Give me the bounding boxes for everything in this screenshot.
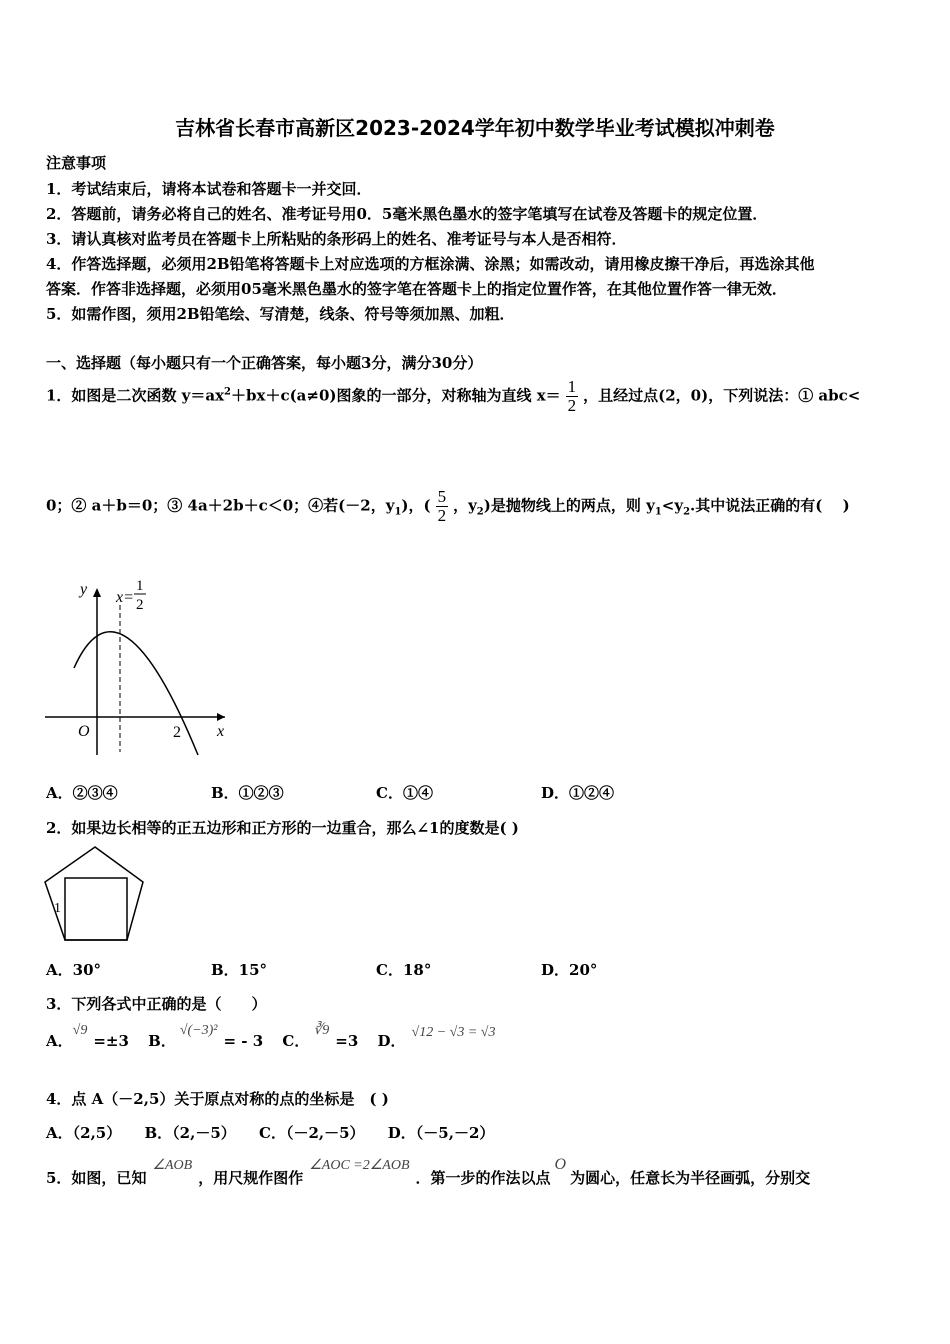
question-1-line-1: 1．如图是二次函数 $y=ax^2+bx+c(a\ne 0)$图象的一部分，对称轴为直线 x＝ $\frac{1}{2}$ ，且经过点(2，0)，下列说法：① abc< xyxy=(46,377,861,415)
question-1-line-2: 0；② a＋b＝0；③ 4a＋2b＋c＜0；④若(－2，$y_1$)，( $\frac{5}{2}$ ，$y_2$)是抛物线上的两点，则 $y_1<y_2$.其中说法正确的有( ) xyxy=(46,487,850,525)
pentagon-shape xyxy=(45,847,143,940)
option-d-expr: √12 − √3 = √3 xyxy=(411,1025,496,1040)
y-axis-arrow xyxy=(93,588,101,597)
angle-aob-expr: ∠AOB xyxy=(152,1158,193,1173)
option-c: C．18° xyxy=(376,961,432,979)
parabola-graph xyxy=(40,570,240,760)
notice-heading: 注意事项 xyxy=(46,154,107,172)
option-c: C．①④ xyxy=(376,784,433,802)
y-axis-label: y xyxy=(80,581,88,598)
symmetry-frac-num: 1 xyxy=(136,578,144,594)
option-b-expr: √(−3)² xyxy=(179,1023,218,1038)
angle-aoc-expr: ∠AOC =2∠AOB xyxy=(309,1158,410,1173)
option-d: D．20° xyxy=(541,961,598,979)
fraction-five-halves: $\frac{5}{2}$ xyxy=(437,487,447,525)
notice-item: 2．答题前，请务必将自己的姓名、准考证号用0．5毫米黑色墨水的签字笔填写在试卷及答题卡的规定位置． xyxy=(46,205,768,223)
fraction-one-half: $\frac{1}{2}$ xyxy=(567,377,577,415)
question-5: 5．如图，已知∠AOB，用尺规作图作∠AOC =2∠AOB．第一步的作法以点O为圆心，任意长为半径画弧，分别交 xyxy=(46,1156,811,1187)
notice-item: 1．考试结束后，请将本试卷和答题卡一并交回． xyxy=(46,180,372,198)
option-a-label: A． xyxy=(46,1032,73,1050)
section-heading: 一、选择题（每小题只有一个正确答案，每小题3分，满分30分） xyxy=(46,354,483,372)
x-axis-arrow xyxy=(217,713,225,721)
symmetry-frac-den: 2 xyxy=(136,597,144,613)
option-a: A．（2,5） xyxy=(46,1124,122,1142)
option-d-label: D． xyxy=(377,1032,406,1050)
question-3-options: A．√9=±3 B．√(−3)²= - 3 C．∛9=3 D． √12 − √3 = √3 xyxy=(46,1023,496,1050)
option-c: C．（－2,－5） xyxy=(259,1124,365,1142)
page-title: 吉林省长春市高新区2023-2024学年初中数学毕业考试模拟冲刺卷 xyxy=(175,116,775,140)
notice-item: 3．请认真核对监考员在答题卡上所粘贴的条形码上的姓名、准考证号与本人是否相符． xyxy=(46,230,627,248)
option-b-label: B． xyxy=(148,1032,176,1050)
question-2: 2．如果边长相等的正五边形和正方形的一边重合，那么∠1的度数是( ) xyxy=(46,819,519,837)
option-d: D．（－5,－2） xyxy=(387,1124,495,1142)
origin-label: O xyxy=(78,723,90,740)
notice-item: 答案．作答非选择题，必须用05毫米黑色墨水的签字笔在答题卡上的指定位置作答，在其他位置作答一律无效． xyxy=(46,280,787,298)
symmetry-axis-label: x= xyxy=(116,589,134,606)
x-axis-label: x xyxy=(217,723,225,740)
question-3: 3．下列各式中正确的是（ ） xyxy=(46,995,267,1013)
option-b: B．15° xyxy=(211,961,268,979)
notice-item: 5．如需作图，须用2B铅笔绘、写清楚，线条、符号等须加黑、加粗． xyxy=(46,305,515,323)
square-shape xyxy=(65,878,127,940)
option-a: A．②③④ xyxy=(46,784,118,802)
root-label: 2 xyxy=(173,724,181,741)
point-o-expr: O xyxy=(554,1156,567,1173)
option-d: D．①②④ xyxy=(541,784,615,802)
option-b: B．①②③ xyxy=(211,784,284,802)
option-c-expr: ∛9 xyxy=(313,1023,330,1038)
option-a: A．30° xyxy=(46,961,102,979)
pentagon-square-figure xyxy=(40,842,155,947)
angle-1-label: 1 xyxy=(54,901,61,916)
option-a-expr: √9 xyxy=(72,1023,88,1038)
notice-item: 4．作答选择题，必须用2B铅笔将答题卡上对应选项的方框涂满、涂黑；如需改动，请用橡皮擦干净后，再选涂其他 xyxy=(46,255,815,273)
option-b: B．（2,－5） xyxy=(144,1124,236,1142)
option-c-label: C． xyxy=(282,1032,310,1050)
question-4-options xyxy=(46,1122,494,1143)
question-4: 4．点 A（－2,5）关于原点对称的点的坐标是 ( ) xyxy=(46,1090,389,1108)
